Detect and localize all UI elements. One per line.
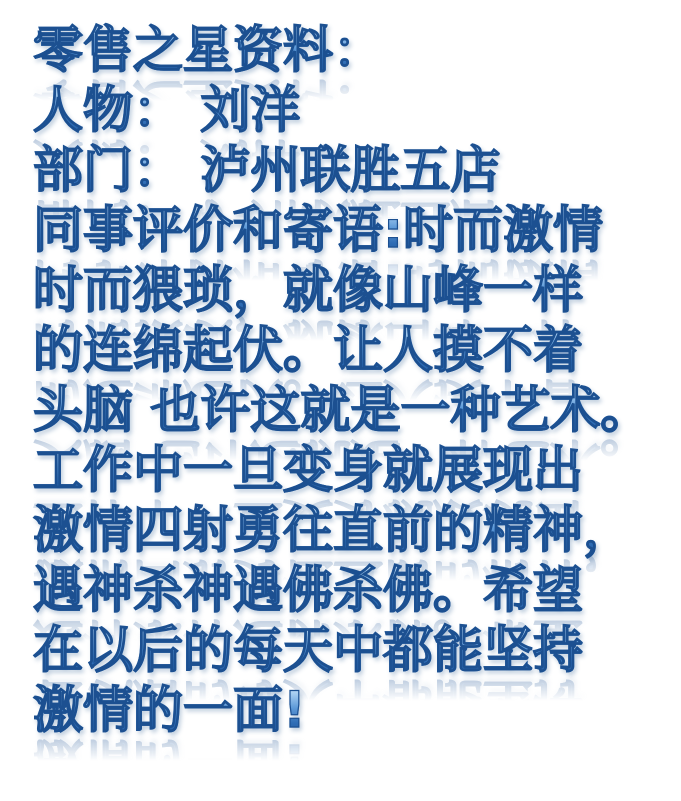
wordart-line-title: 零售之星资料： xyxy=(33,20,673,80)
wordart-line-comment-2: 时而猥琐，就像山峰一样 xyxy=(33,260,673,320)
wordart-line-comment-9: 激情的一面! xyxy=(33,680,673,740)
wordart-line-person: 人物： 刘洋 xyxy=(33,80,673,140)
wordart-line-comment-5: 工作中一旦变身就展现出 xyxy=(33,440,673,500)
wordart-line-comment-4: 头脑 也许这就是一种艺术。 xyxy=(33,380,673,440)
wordart-line-comment-1: 同事评价和寄语:时而激情 xyxy=(33,200,673,260)
wordart-line-comment-7: 遇神杀神遇佛杀佛。希望 xyxy=(33,560,673,620)
wordart-line-comment-3: 的连绵起伏。让人摸不着 xyxy=(33,320,673,380)
wordart-line-department: 部门： 泸州联胜五店 xyxy=(33,140,673,200)
wordart-line-comment-8: 在以后的每天中都能坚持 xyxy=(33,620,673,680)
wordart-line-comment-6: 激情四射勇往直前的精神， xyxy=(33,500,673,560)
